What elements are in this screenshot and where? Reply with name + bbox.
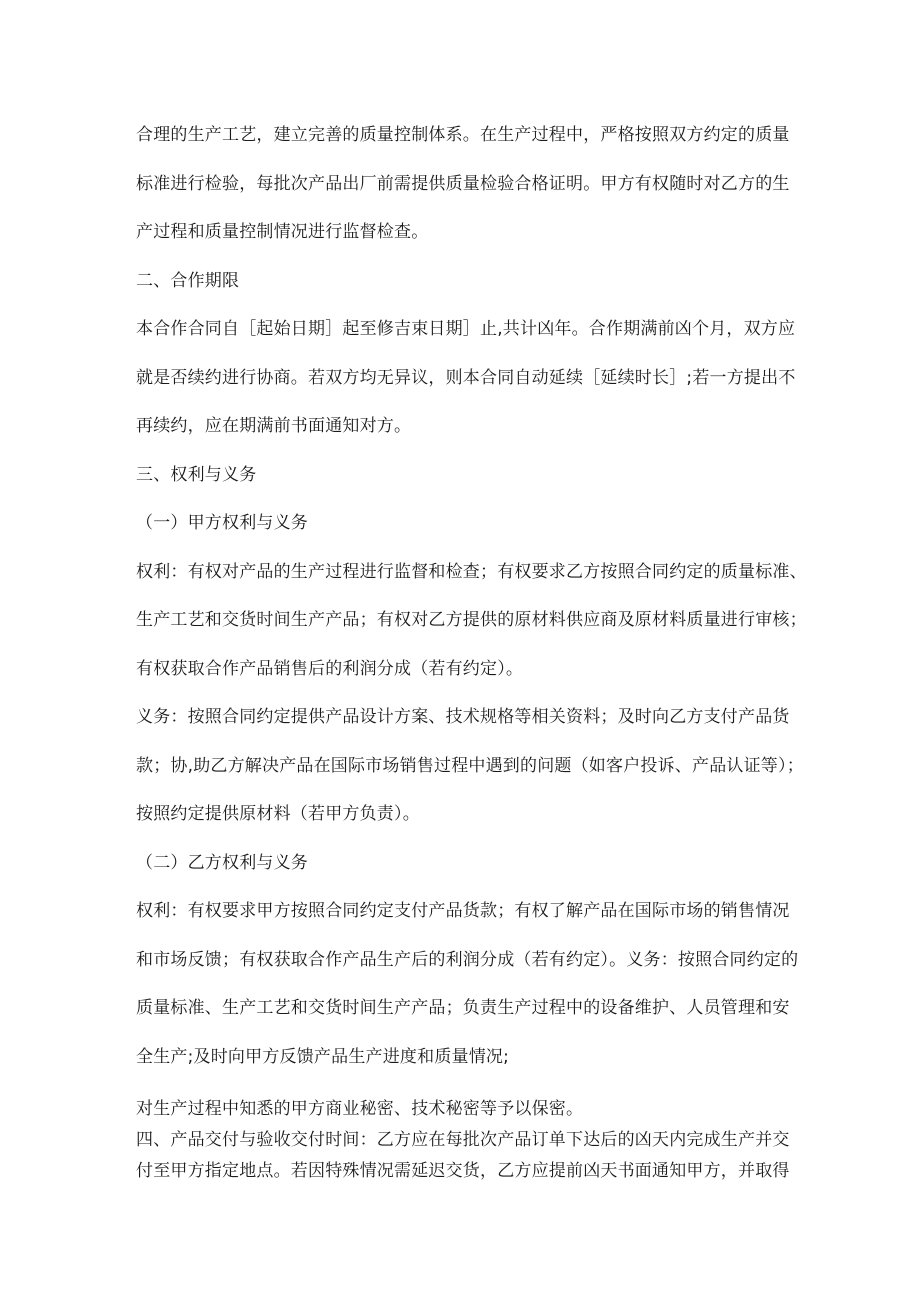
section-heading: 三、权利与义务 — [136, 465, 257, 485]
paragraph-line: 按照约定提供原材料（若甲方负责）。 — [136, 804, 420, 824]
section-heading: 二、合作期限 — [136, 271, 240, 291]
paragraph-line: 款；协,助乙方解决产品在国际市场销售过程中遇到的问题（如客户投诉、产品认证等）； — [136, 756, 804, 776]
paragraph-line: 对生产过程中知悉的甲方商业秘密、技术秘密等予以保密。 — [136, 1099, 584, 1119]
paragraph-line: 全生产;及时向甲方反馈产品生产进度和质量情况; — [136, 1047, 510, 1067]
paragraph-line: 合理的生产工艺，建立完善的质量控制体系。在生产过程中，严格按照双方约定的质量 — [136, 125, 790, 145]
paragraph-line: 产过程和质量控制情况进行监督检查。 — [136, 222, 429, 242]
paragraph-line: 本合作合同自［起始日期］起至修吉束日期］止,共计凶年。合作期满前凶个月，双方应 — [136, 319, 796, 339]
paragraph-line: 和市场反馈；有权获取合作产品生产后的利润分成（若有约定）。义务：按照合同约定的 — [136, 950, 799, 970]
section-heading: 四、产品交付与验收交付时间：乙方应在每批次产品订单下达后的凶天内完成生产并交 — [136, 1130, 790, 1150]
paragraph-line: 就是否续约进行协商。若双方均无异议，则本合同自动延续［延续时长］;若一方提出不 — [136, 368, 796, 388]
paragraph-line: 质量标准、生产工艺和交货时间生产产品；负责生产过程中的设备维护、人员管理和安 — [136, 998, 790, 1018]
paragraph-line: 有权获取合作产品销售后的利润分成（若有约定）。 — [136, 659, 524, 679]
paragraph-line: 付至甲方指定地点。若因特殊情况需延迟交货，乙方应提前凶天书面通知甲方，并取得 — [136, 1161, 790, 1181]
subsection-heading: （二）乙方权利与义务 — [136, 853, 308, 873]
subsection-heading: （一）甲方权利与义务 — [136, 513, 308, 533]
paragraph-line: 标准进行检验，每批次产品出厂前需提供质量检验合格证明。甲方有权随时对乙方的生 — [136, 174, 790, 194]
paragraph-line: 再续约，应在期满前书面通知对方。 — [136, 416, 412, 436]
paragraph-line: 义务：按照合同约定提供产品设计方案、技术规格等相关资料；及时向乙方支付产品货 — [136, 707, 790, 727]
paragraph-line: 权利：有权要求甲方按照合同约定支付产品货款；有权了解产品在国际市场的销售情况 — [136, 901, 790, 921]
paragraph-line: 生产工艺和交货时间生产产品；有权对乙方提供的原材料供应商及原材料质量进行审核； — [136, 610, 807, 630]
paragraph-line: 权利：有权对产品的生产过程进行监督和检查；有权要求乙方按照合同约定的质量标准、 — [136, 562, 807, 582]
